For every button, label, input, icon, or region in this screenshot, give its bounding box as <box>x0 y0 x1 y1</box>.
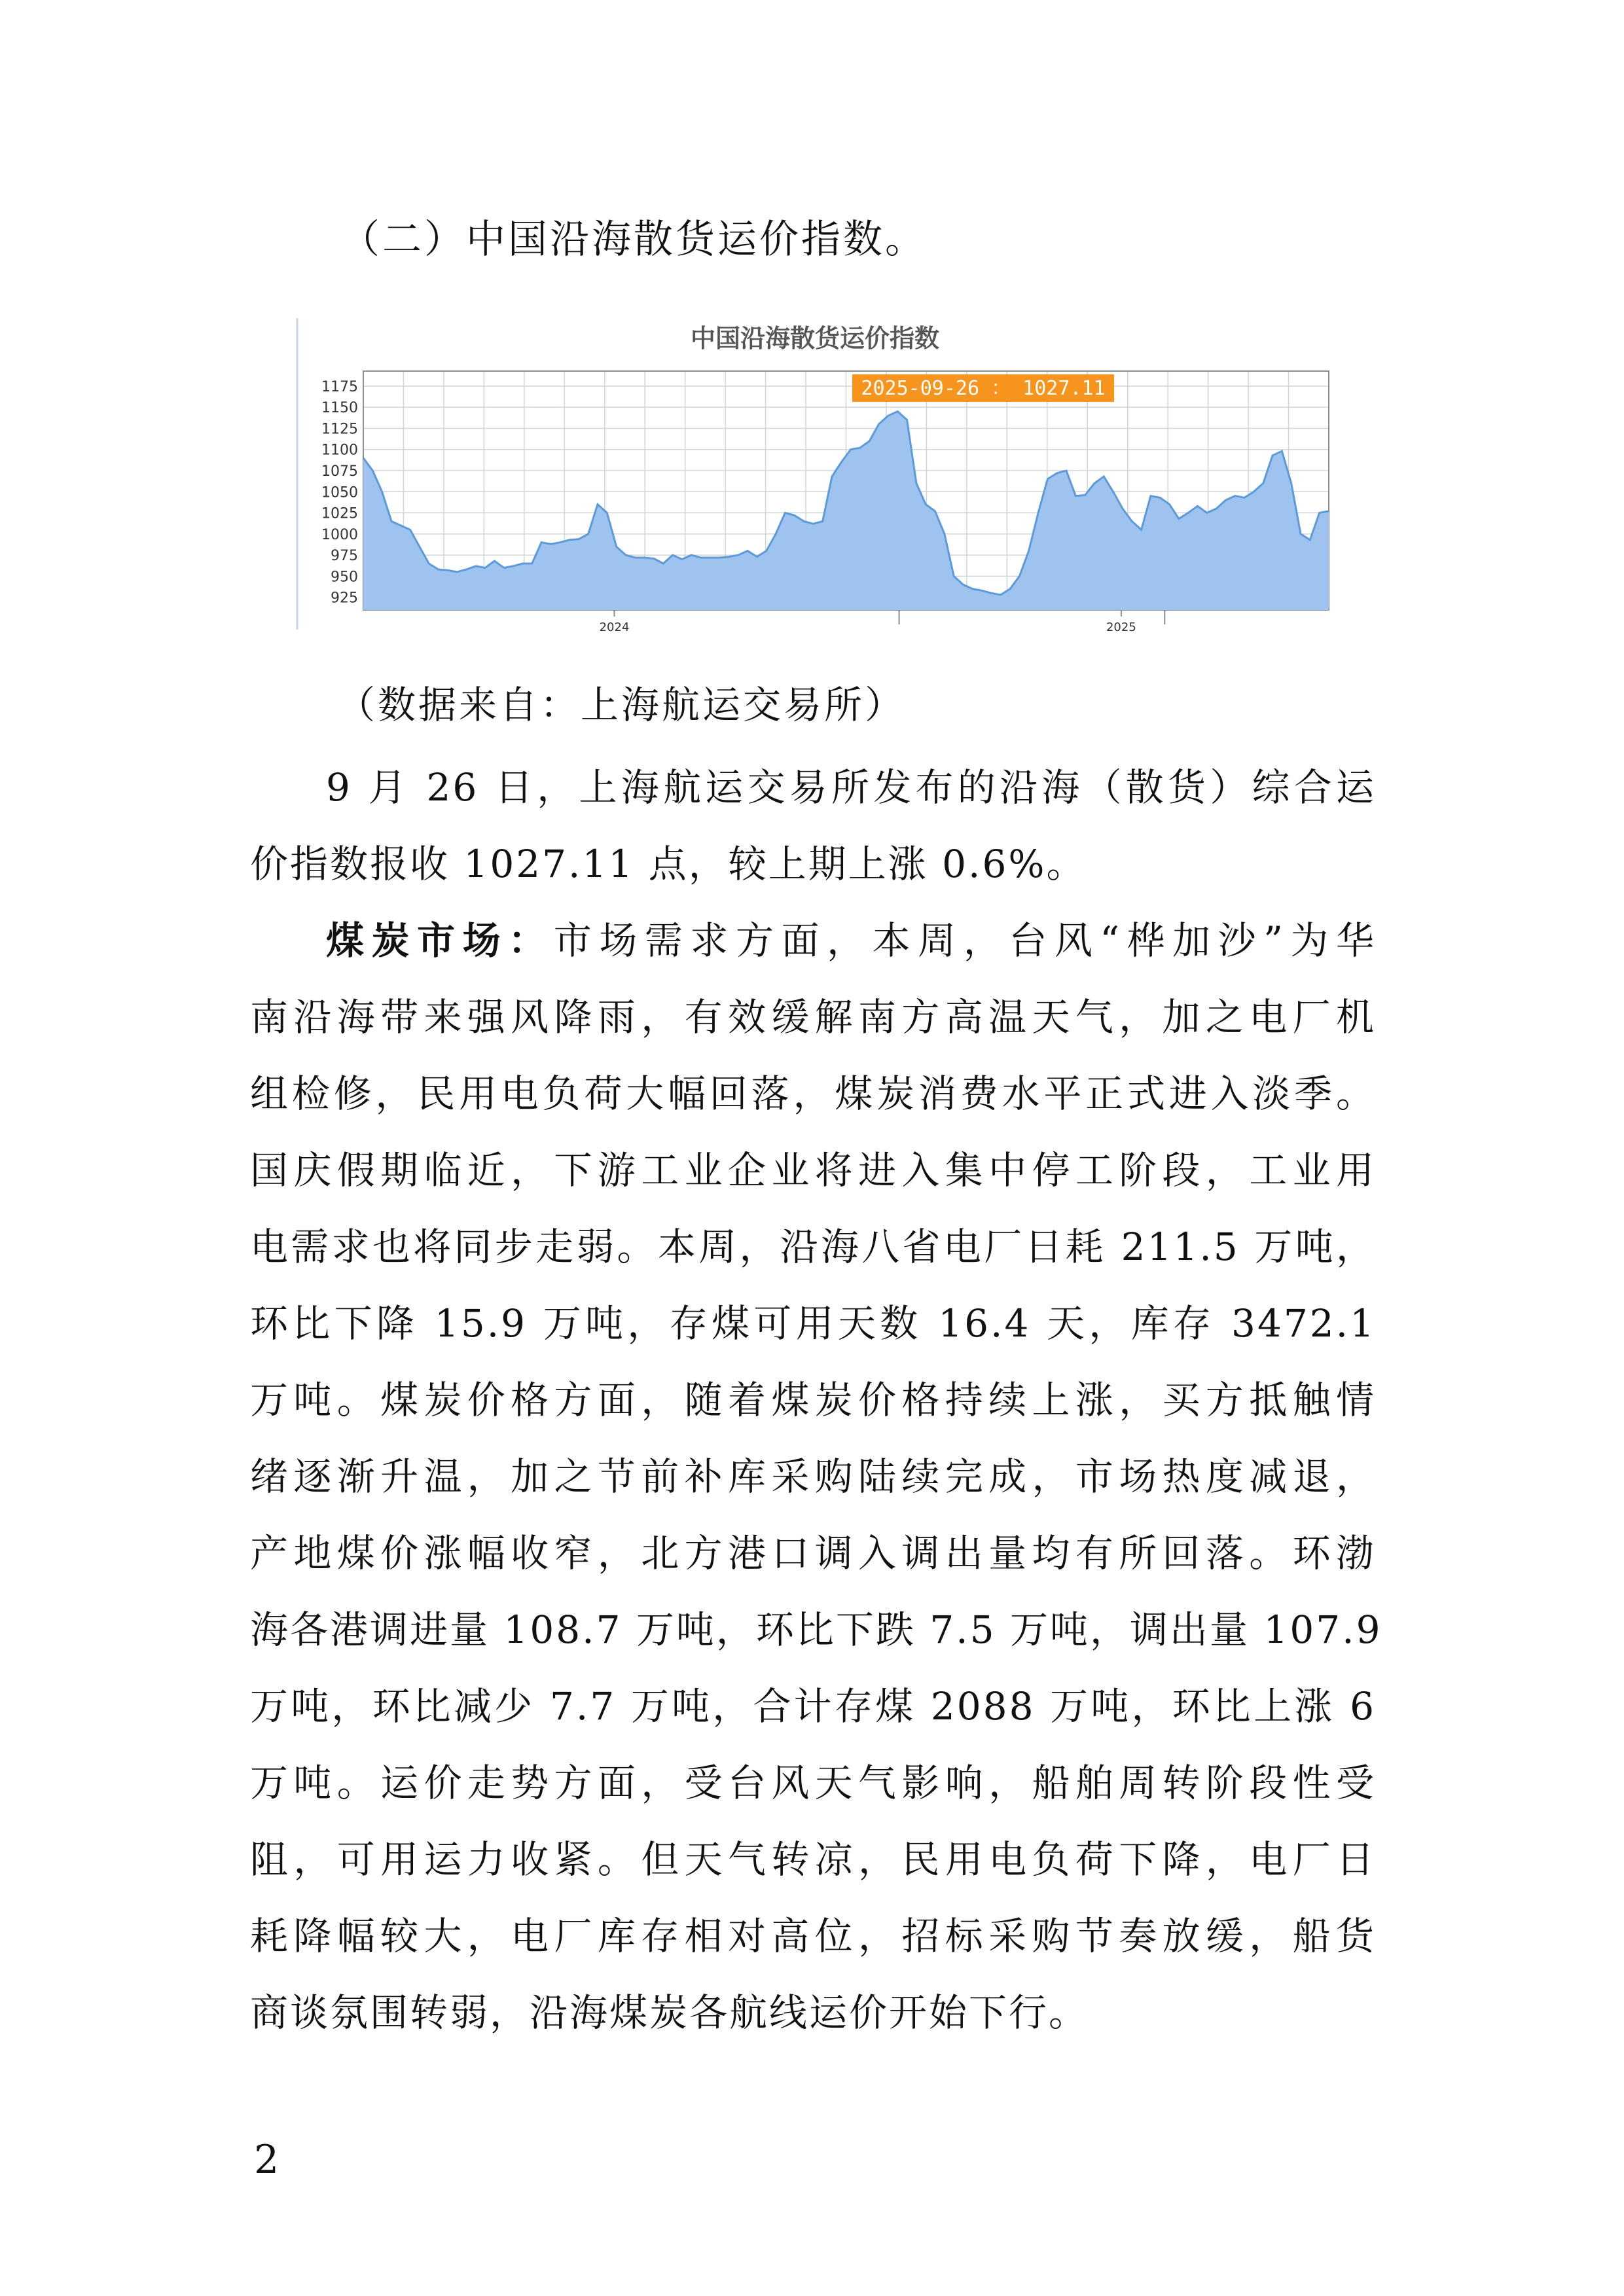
y-tick-label: 1150 <box>321 400 358 417</box>
paragraph-line: 国庆假期临近，下游工业企业将进入集中停工阶段，工业用 <box>250 1148 1376 1193</box>
y-tick-label: 925 <box>331 590 358 607</box>
y-tick-label: 1050 <box>321 484 358 501</box>
paragraph-line: 万吨。煤炭价格方面，随着煤炭价格持续上涨，买方抵触情 <box>250 1378 1376 1422</box>
page-number: 2 <box>254 2137 280 2183</box>
y-axis-ticks <box>321 379 358 607</box>
paragraph-line: 万吨。运价走势方面，受台风天气影响，船舶周转阶段性受 <box>250 1761 1376 1805</box>
y-tick-label: 1025 <box>321 505 358 522</box>
y-tick-label: 1075 <box>321 463 358 480</box>
paragraph-line: 商谈氛围转弱，沿海煤炭各航线运价开始下行。 <box>250 1990 1089 2035</box>
paragraph-line: 南沿海带来强风降雨，有效缓解南方高温天气，加之电厂机 <box>250 995 1376 1039</box>
paragraph-line <box>250 903 1376 979</box>
y-tick-label: 1175 <box>321 378 358 395</box>
y-tick-label: 1100 <box>321 442 358 459</box>
paragraph-index-summary <box>250 749 1376 903</box>
source-note: （数据来自：上海航运交易所） <box>337 683 906 727</box>
x-axis-ticks <box>600 610 1165 634</box>
section-heading: （二）中国沿海散货运价指数。 <box>340 217 927 262</box>
paragraph-line: 绪逐渐升温，加之节前补库采购陆续完成，市场热度减退， <box>250 1454 1376 1499</box>
y-tick-label: 975 <box>331 548 358 565</box>
paragraph-lead: 煤炭市场： <box>326 918 554 963</box>
paragraph-line: 万吨，环比减少 7.7 万吨，合计存煤 2088 万吨，环比上涨 6 <box>250 1684 1376 1729</box>
y-tick-label: 1125 <box>321 421 358 438</box>
y-tick-label: 1000 <box>321 526 358 543</box>
paragraph-line: 阻，可用运力收紧。但天气转凉，民用电负荷下降，电厂日 <box>250 1837 1376 1882</box>
paragraph-line: 电需求也将同步走弱。本周，沿海八省电厂日耗 211.5 万吨， <box>250 1225 1376 1269</box>
paragraph-coal-market <box>250 903 1382 2051</box>
paragraph-line: 9 月 26 日，上海航运交易所发布的沿海（散货）综合运 <box>326 765 1376 810</box>
paragraph-line-text: 市场需求方面，本周，台风“桦加沙”为华 <box>553 918 1376 963</box>
paragraph-line: 耗降幅较大，电厂库存相对高位，招标采购节奏放缓，船货 <box>250 1914 1376 1958</box>
paragraph-line: 产地煤价涨幅收窄，北方港口调入调出量均有所回落。环渤 <box>250 1531 1376 1575</box>
y-tick-label: 950 <box>331 569 358 586</box>
tooltip <box>852 374 1114 402</box>
tooltip-text: 2025-09-26 ： 1027.11 <box>861 377 1106 400</box>
x-tick-label: 2024 <box>599 620 630 634</box>
chart-title: 中国沿海散货运价指数 <box>690 324 940 353</box>
paragraph-line: 环比下降 15.9 万吨，存煤可用天数 16.4 天，库存 3472.1 <box>250 1301 1376 1346</box>
paragraph-line: 海各港调进量 108.7 万吨，环比下跌 7.5 万吨，调出量 107.9 <box>250 1607 1382 1652</box>
paragraph-line: 价指数报收 1027.11 点，较上期上涨 0.6%。 <box>250 842 1087 886</box>
freight-index-chart <box>288 309 1335 636</box>
x-tick-label: 2025 <box>1106 620 1136 634</box>
paragraph-line: 组检修，民用电负荷大幅回落，煤炭消费水平正式进入淡季。 <box>250 1071 1376 1116</box>
